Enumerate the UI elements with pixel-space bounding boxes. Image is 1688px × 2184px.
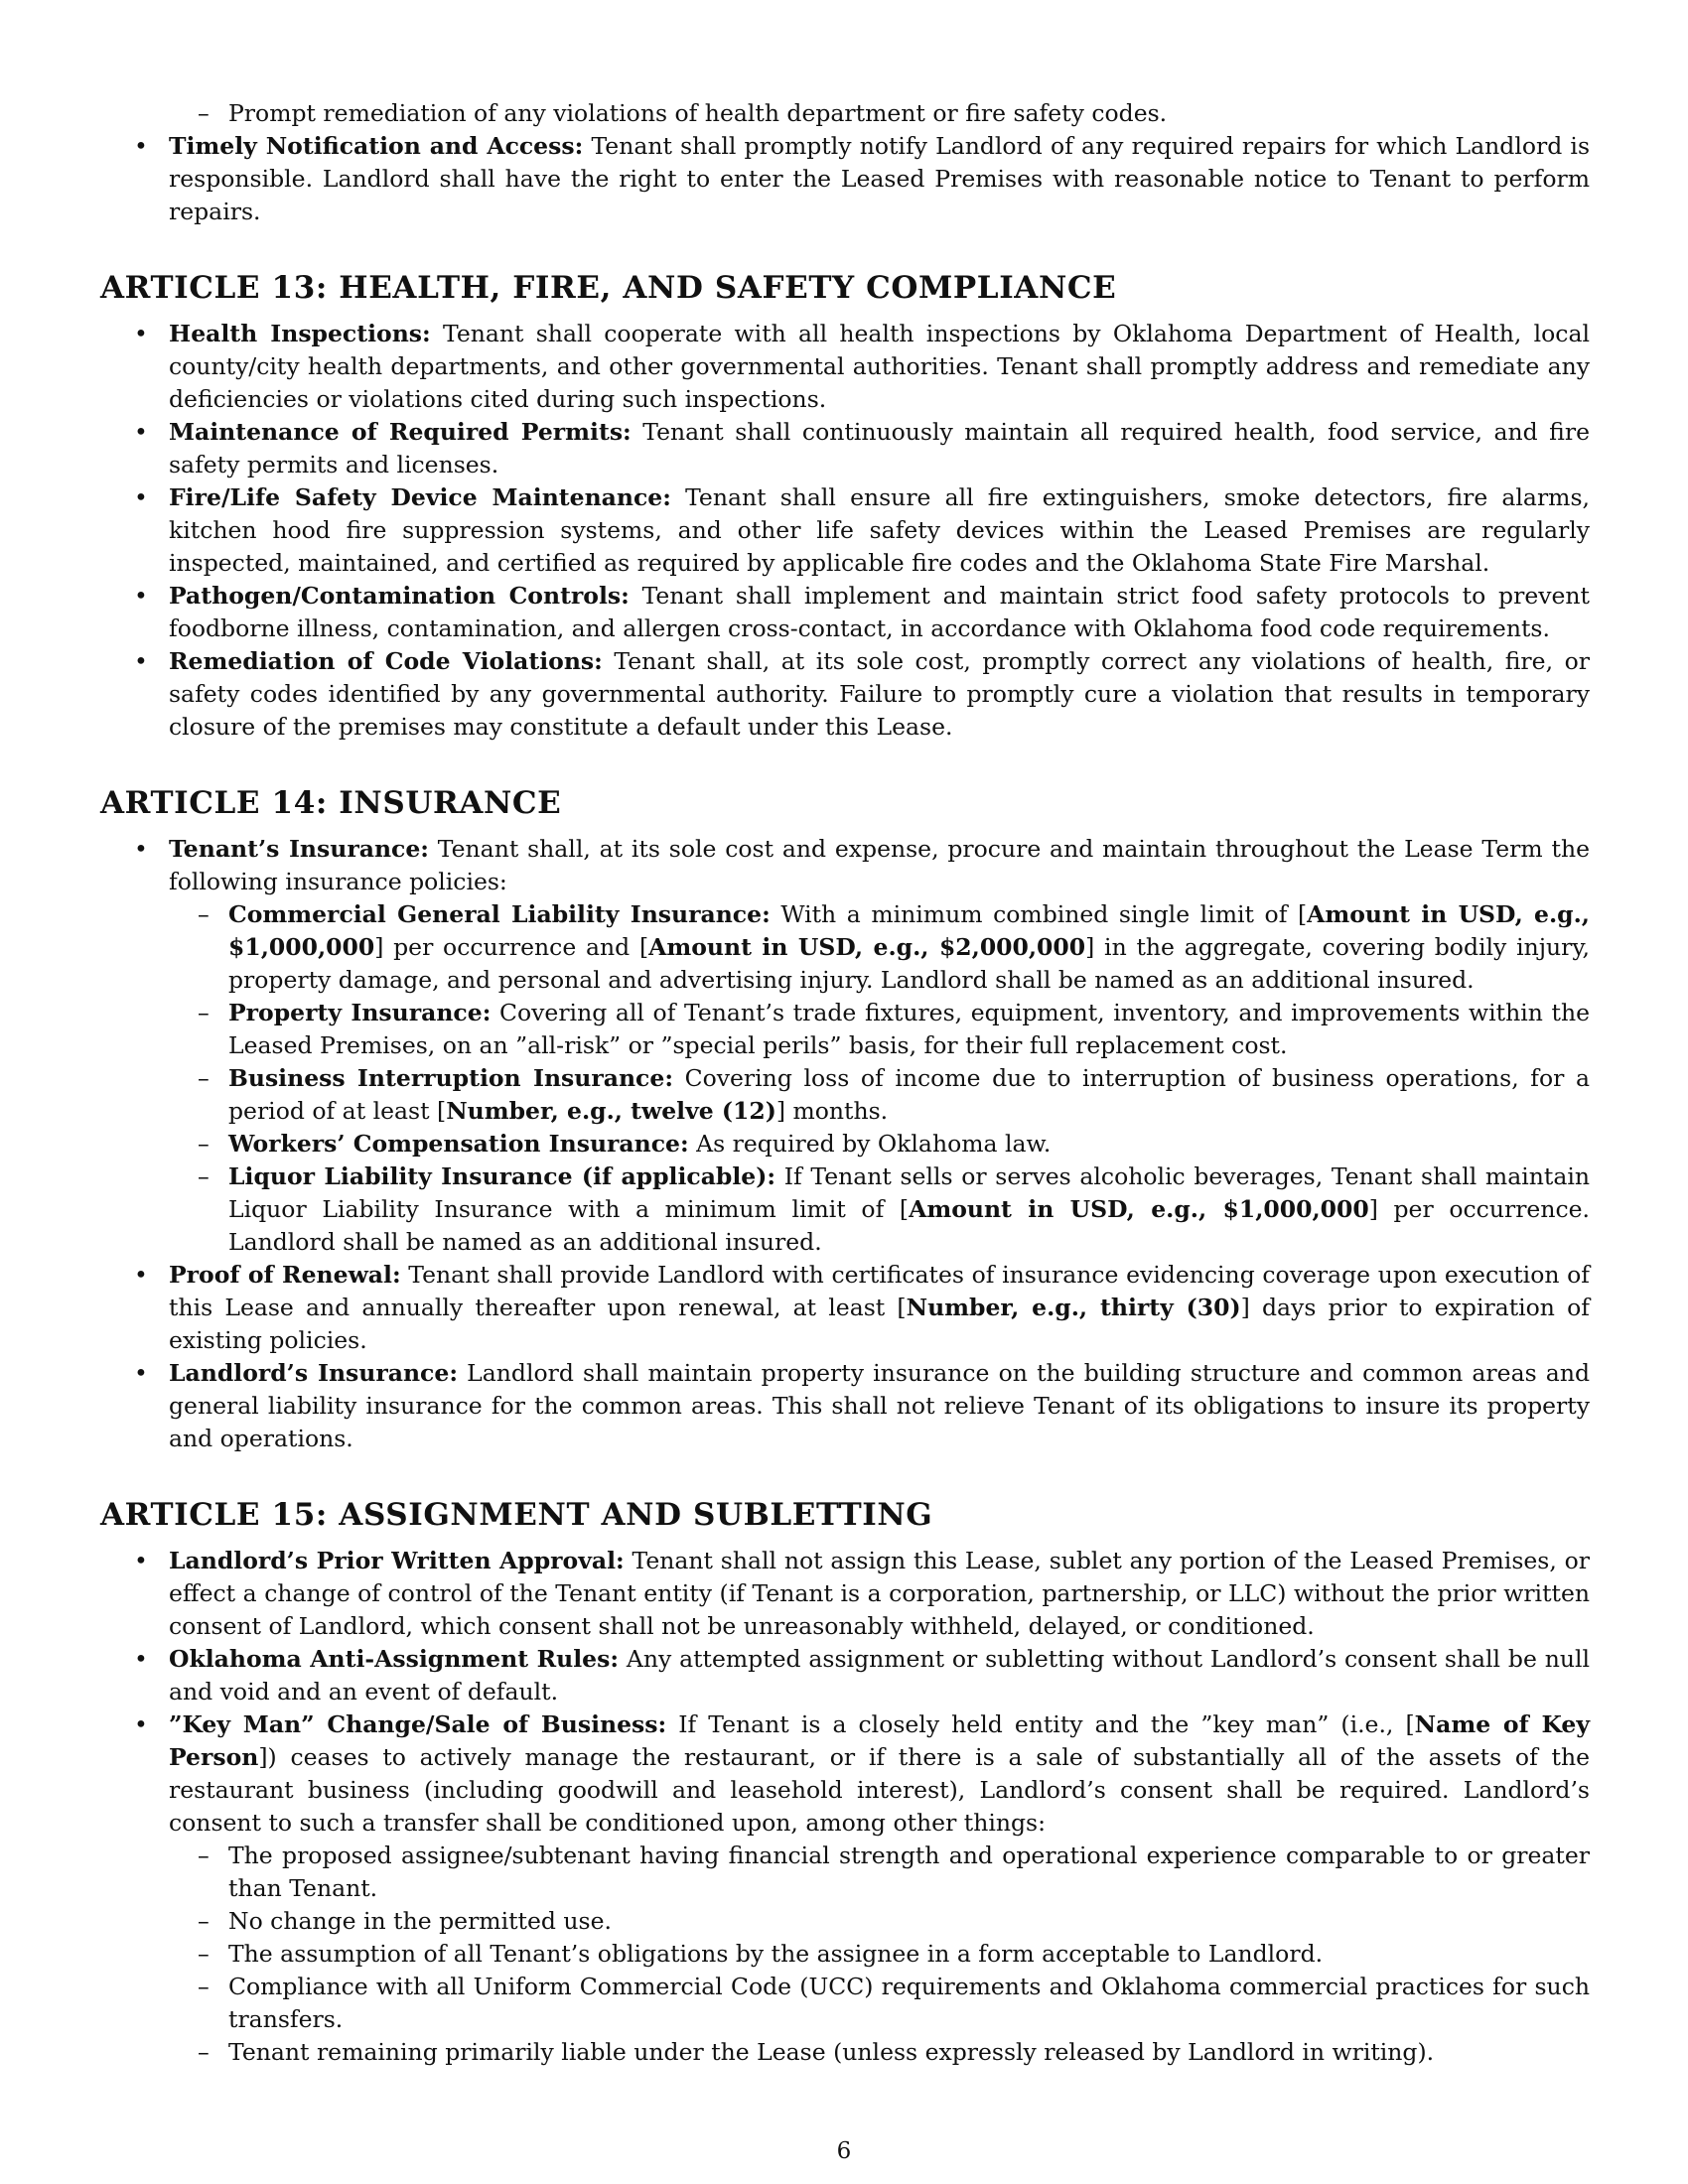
list-item: • Fire/Life Safety Device Maintenance: Tenant shall ensure all fire extinguishers, smoke detectors, fire alarms, kitchen hood fire suppression systems, and other life safety devices within the Leased Premises are regularly inspected, maintained, and certified as required by applicable fire codes and the Oklahoma State Fire Marshal. bbox=[100, 481, 1590, 580]
continued-sub-list bbox=[169, 97, 1590, 130]
list-item: – Property Insurance: Covering all of Tenant’s trade fixtures, equipment, inventory, and improvements within the Leased Premises, on an ”all-risk” or ”special perils” basis, for their full replacement cost. bbox=[169, 997, 1590, 1062]
list-item: – The assumption of all Tenant’s obligations by the assignee in a form acceptable to Landlord. bbox=[169, 1938, 1590, 1971]
list-item: – Liquor Liability Insurance (if applicable): If Tenant sells or serves alcoholic beverages, Tenant shall maintain Liquor Liability Insurance with a minimum limit of [Amount in USD, e.g., $1,000,000] per occurrence. Landlord shall be named as an additional insured. bbox=[169, 1160, 1590, 1259]
article-15-list bbox=[100, 1545, 1590, 2069]
continued-bullet-list bbox=[100, 130, 1590, 228]
anti-assignment-item: • Oklahoma Anti-Assignment Rules: Any attempted assignment or subletting without Landlord’s consent shall be null and void and an event of default. bbox=[100, 1643, 1590, 1708]
article-15-heading: ARTICLE 15: ASSIGNMENT AND SUBLETTING bbox=[100, 1497, 933, 1533]
article-13-list bbox=[100, 318, 1590, 744]
list-item: • Remediation of Code Violations: Tenant shall, at its sole cost, promptly correct any violations of health, fire, or safety codes identified by any governmental authority. Failure to promptly cure a violation that results in temporary closure of the premises may constitute a default under this Lease. bbox=[100, 645, 1590, 744]
article-14-heading: ARTICLE 14: INSURANCE bbox=[100, 785, 562, 821]
insurance-policy-list bbox=[169, 898, 1590, 1259]
list-item: – Business Interruption Insurance: Covering loss of income due to interruption of business operations, for a period of at least [Number, e.g., twelve (12)] months. bbox=[169, 1062, 1590, 1128]
list-item: – Commercial General Liability Insurance: With a minimum combined single limit of [Amount in USD, e.g., $1,000,000] per occurrence and [Amount in USD, e.g., $2,000,000] in the aggregate, covering bodily injury, property damage, and personal and advertising injury. Landlord shall be named as an additional insured. bbox=[169, 898, 1590, 997]
list-item: – No change in the permitted use. bbox=[169, 1905, 1590, 1938]
timely-notification-item: • Timely Notification and Access: Tenant shall promptly notify Landlord of any required repairs for which Landlord is responsible. Landlord shall have the right to enter the Leased Premises with reasonable notice to Tenant to perform repairs. bbox=[100, 130, 1590, 228]
list-item: • Pathogen/Contamination Controls: Tenant shall implement and maintain strict food safety protocols to prevent foodborne illness, contamination, and allergen cross-contact, in accordance with Oklahoma food code requirements. bbox=[100, 580, 1590, 645]
list-item: – Tenant remaining primarily liable under the Lease (unless expressly released by Landlord in writing). bbox=[169, 2036, 1590, 2069]
list-item: – Compliance with all Uniform Commercial Code (UCC) requirements and Oklahoma commercial practices for such transfers. bbox=[169, 1971, 1590, 2036]
list-item: – Prompt remediation of any violations of health department or fire safety codes. bbox=[169, 97, 1590, 130]
tenant-insurance-item: • Tenant’s Insurance: Tenant shall, at its sole cost and expense, procure and maintain throughout the Lease Term the following insurance policies: – Commercial General Liability Insurance: With a minimum combined single limit of [Amount in USD, e.g., $1,000,000] per occurrence and [Amount in USD, e.g., $2,000,000] in the aggregate, covering bodily injury, property damage, and personal and advertising injury. Landlord shall be named as an additional insured. – Property Insurance: Covering all of Tenant’s trade fixtures, equipment, inventory, and improvements within the Leased Premises, on an ”all-risk” or ”special perils” basis, for their full replacement cost. – Business Interruption Insurance: Covering loss of income due to interruption of business operations, for a period of at least [Number, e.g., twelve (12)] months. – Workers’ Compensation Insurance: As required by Oklahoma law. – Liquor Liability Insurance (if applicable): If Tenant sells or serves alcoholic beverages, Tenant shall maintain Liquor Liability Insurance with a minimum limit of [Amount in USD, e.g., $1,000,000] per occurrence. Landlord shall be named as an additional insured. bbox=[100, 833, 1590, 1259]
article-14-list bbox=[100, 833, 1590, 1455]
key-man-item: • ”Key Man” Change/Sale of Business: If Tenant is a closely held entity and the ”key man” (i.e., [Name of Key Person]) ceases to actively manage the restaurant, or if there is a sale of substantially all of the assets of the restaurant business (including goodwill and leasehold interest), Landlord’s consent shall be required. Landlord’s consent to such a transfer shall be conditioned upon, among other things: – The proposed assignee/subtenant having financial strength and operational experience comparable to or greater than Tenant. – No change in the permitted use. – The assumption of all Tenant’s obligations by the assignee in a form acceptable to Landlord. – Compliance with all Uniform Commercial Code (UCC) requirements and Oklahoma commercial practices for such transfers. – Tenant remaining primarily liable under the Lease (unless expressly released by Landlord in writing). bbox=[100, 1708, 1590, 2069]
proof-of-renewal-item: • Proof of Renewal: Tenant shall provide Landlord with certificates of insurance evidencing coverage upon execution of this Lease and annually thereafter upon renewal, at least [Number, e.g., thirty (30)] days prior to expiration of existing policies. bbox=[100, 1259, 1590, 1357]
transfer-conditions-list bbox=[169, 1840, 1590, 2069]
page-content bbox=[100, 97, 1590, 2069]
list-item: • Health Inspections: Tenant shall cooperate with all health inspections by Oklahoma Department of Health, local county/city health departments, and other governmental authorities. Tenant shall promptly address and remediate any deficiencies or violations cited during such inspections. bbox=[100, 318, 1590, 416]
list-item: – Workers’ Compensation Insurance: As required by Oklahoma law. bbox=[169, 1128, 1590, 1160]
list-item: – The proposed assignee/subtenant having financial strength and operational experience comparable to or greater than Tenant. bbox=[169, 1840, 1590, 1905]
list-item: • Maintenance of Required Permits: Tenant shall continuously maintain all required health, food service, and fire safety permits and licenses. bbox=[100, 416, 1590, 481]
page-number: 6 bbox=[836, 2138, 852, 2164]
landlord-insurance-item: • Landlord’s Insurance: Landlord shall maintain property insurance on the building structure and common areas and general liability insurance for the common areas. This shall not relieve Tenant of its obligations to insure its property and operations. bbox=[100, 1357, 1590, 1455]
prior-approval-item: • Landlord’s Prior Written Approval: Tenant shall not assign this Lease, sublet any portion of the Leased Premises, or effect a change of control of the Tenant entity (if Tenant is a corporation, partnership, or LLC) without the prior written consent of Landlord, which consent shall not be unreasonably withheld, delayed, or conditioned. bbox=[100, 1545, 1590, 1643]
article-13-heading: ARTICLE 13: HEALTH, FIRE, AND SAFETY COMPLIANCE bbox=[100, 270, 1117, 306]
